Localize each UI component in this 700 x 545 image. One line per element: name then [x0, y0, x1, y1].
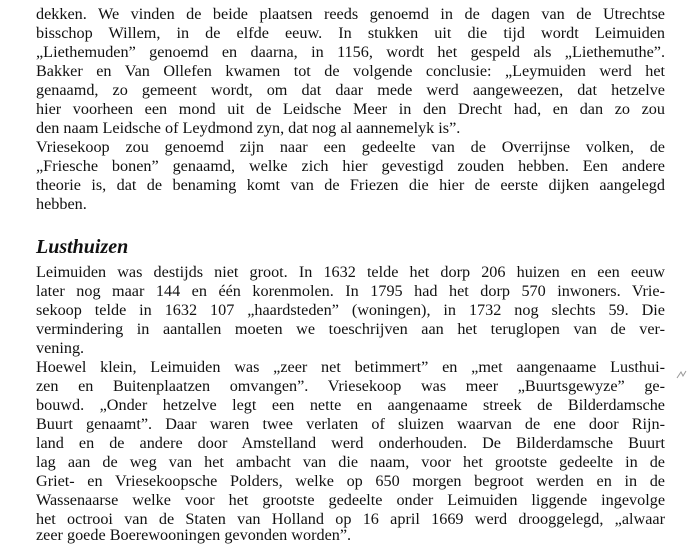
- text-line: Griet- en Vriesekoopsche Polders, welke op 650 morgen begroot werden en in de: [36, 472, 665, 490]
- text-line: „Liethemuden” genoemd en daarna, in 1156, wordt het gespeld als „Liethemuthe”.: [36, 43, 665, 61]
- text-line: bisschop Willem, in de elfde eeuw. In stukken uit die tijd wordt Leimuiden: [36, 24, 665, 42]
- text-line: het octrooi van de Staten van Holland op 16 april 1669 werd drooggelegd, „alwaar: [36, 510, 665, 528]
- text-line: later nog maar 144 en één korenmolen. In 1795 had het dorp 570 inwoners. Vrie-: [36, 282, 665, 300]
- text-line: hier voorheen een mond uit de Leidsche Meer in den Drecht had, en dan zo zou: [36, 100, 665, 118]
- text-line: land en de andere door Amstelland werd onderhouden. De Bilderdamsche Buurt: [36, 434, 665, 452]
- text-line: den naam Leidsche of Leydmond zyn, dat nog al aannemelyk is”.: [36, 119, 461, 137]
- text-line: „Friesche bonen” genaamd, welke zich hier gevestigd zouden hebben. Een andere: [36, 157, 665, 175]
- text-line: theorie is, dat de benaming komt van de Friezen die hier de eerste dijken aangelegd: [36, 176, 665, 194]
- text-line: genaamd, zo gemeent wordt, om dat daar mede werd aangeweezen, dat hetzelve: [36, 81, 665, 99]
- text-line: Bakker en Van Ollefen kwamen tot de volgende conclusie: „Leymuiden werd het: [36, 62, 665, 80]
- text-line: Hoewel klein, Leimuiden was „zeer net betimmert” en „met aangenaame Lusthui-: [36, 358, 665, 376]
- text-line: vening.: [36, 339, 85, 357]
- text-line: hebben.: [36, 195, 87, 213]
- text-line: Wassenaarse welke voor het grootste gedeelte onder Leimuiden liggende ingevolge: [36, 491, 665, 509]
- text-line: dekken. We vinden de beide plaatsen reeds genoemd in de dagen van de Utrechtse: [36, 5, 665, 23]
- pencil-mark-icon: [676, 370, 688, 380]
- text-line: vermindering in aantallen moeten we toeschrijven aan het teruglopen van de ver-: [36, 320, 665, 338]
- text-line: bouwd. „Onder hetzelve legt een nette en aangenaame streek de Bilderdamsche: [36, 396, 665, 414]
- section-heading: Lusthuizen: [36, 236, 129, 258]
- text-line: zen en Buitenplaatzen omvangen”. Vriesekoop was meer „Buurtsgewyze” ge-: [36, 377, 665, 395]
- text-line: Buurt genaamt”. Daar waren twee verlaten of sluizen waarvan de ene door Rijn-: [36, 415, 665, 433]
- text-line: lag aan de weg van het ambacht van die naam, voor het grootste gedeelte in de: [36, 453, 665, 471]
- text-line: sekoop telde in 1632 107 „haardsteden” (woningen), in 1732 nog slechts 59. Die: [36, 301, 665, 319]
- margin-pencil-mark: [676, 370, 688, 384]
- text-line: zeer goede Boerewooningen gevonden worden”.: [36, 526, 352, 544]
- text-line: Leimuiden was destijds niet groot. In 1632 telde het dorp 206 huizen en een eeuw: [36, 263, 665, 281]
- text-line: Vriesekoop zou genoemd zijn naar een gedeelte van de Overrijnse volken, de: [36, 138, 665, 156]
